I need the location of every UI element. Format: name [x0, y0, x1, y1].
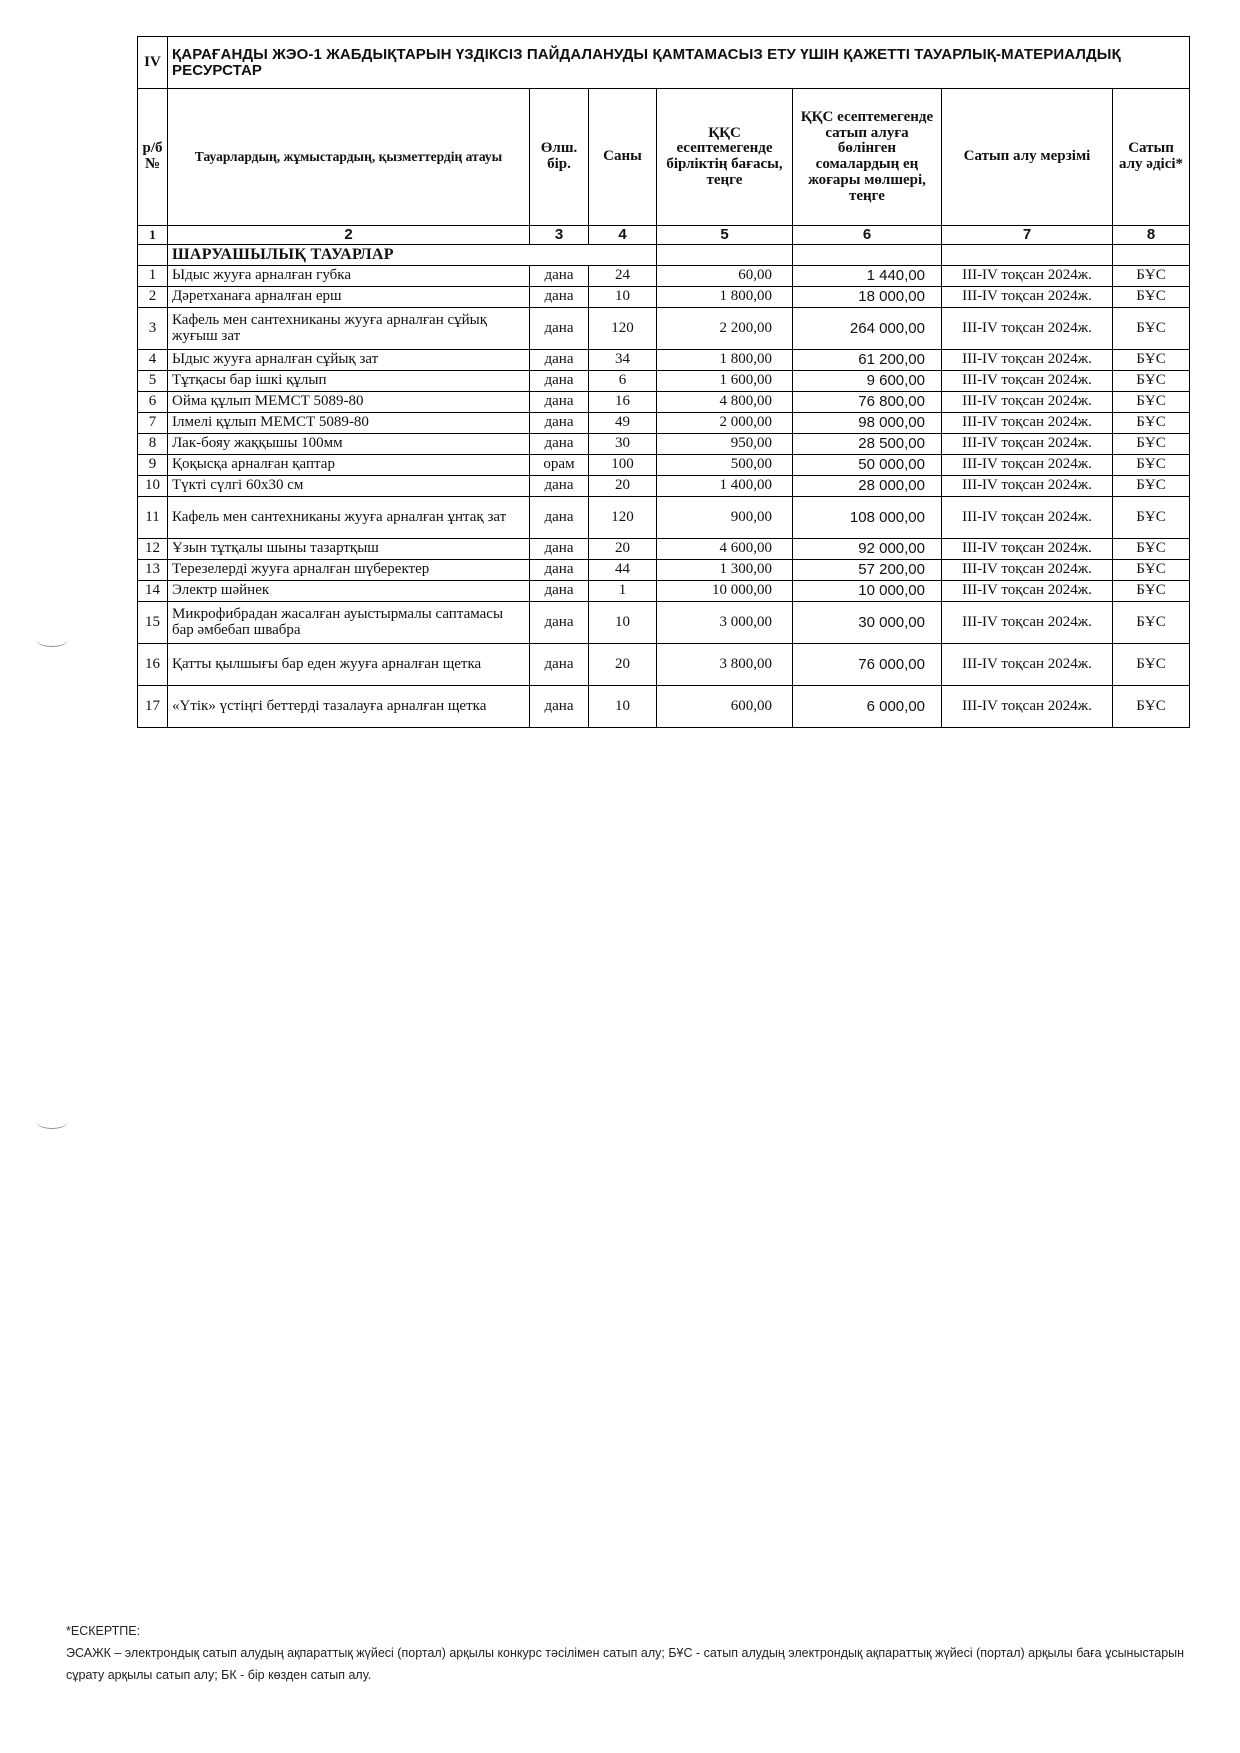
section-number: IV — [138, 37, 168, 89]
item-name: Терезелерді жууға арналған шүберектер — [168, 560, 530, 581]
unit-cell: дана — [530, 560, 589, 581]
column-number: 4 — [589, 226, 657, 245]
row-number: 9 — [138, 455, 168, 476]
procurement-period-cell: III-IV тоқсан 2024ж. — [942, 350, 1113, 371]
unit-cell: дана — [530, 434, 589, 455]
table-row — [138, 434, 1190, 455]
row-number: 16 — [138, 644, 168, 686]
row-number: 12 — [138, 539, 168, 560]
unit-price-cell: 600,00 — [657, 686, 793, 728]
item-name: Микрофибрадан жасалған ауыстырмалы саптамасы бар әмбебап швабра — [168, 602, 530, 644]
unit-cell: дана — [530, 686, 589, 728]
total-amount-cell: 57 200,00 — [793, 560, 942, 581]
table-row — [138, 581, 1190, 602]
procurement-period-cell: III-IV тоқсан 2024ж. — [942, 392, 1113, 413]
unit-price-cell: 1 800,00 — [657, 350, 793, 371]
row-number: 7 — [138, 413, 168, 434]
row-number: 17 — [138, 686, 168, 728]
procurement-table — [137, 36, 1190, 728]
group-empty-cell — [657, 245, 793, 266]
total-amount-cell: 61 200,00 — [793, 350, 942, 371]
procurement-period-cell: III-IV тоқсан 2024ж. — [942, 602, 1113, 644]
unit-cell: дана — [530, 308, 589, 350]
procurement-period-cell: III-IV тоқсан 2024ж. — [942, 371, 1113, 392]
table-row — [138, 497, 1190, 539]
procurement-period-cell: III-IV тоқсан 2024ж. — [942, 497, 1113, 539]
quantity-cell: 10 — [589, 686, 657, 728]
item-name: Тұтқасы бар ішкі құлып — [168, 371, 530, 392]
unit-price-cell: 4 600,00 — [657, 539, 793, 560]
table-row — [138, 476, 1190, 497]
column-number: 3 — [530, 226, 589, 245]
column-header-row — [138, 89, 1190, 226]
total-amount-cell: 28 500,00 — [793, 434, 942, 455]
procurement-period-cell: III-IV тоқсан 2024ж. — [942, 686, 1113, 728]
unit-price-cell: 60,00 — [657, 266, 793, 287]
item-name: Кафель мен сантехниканы жууға арналған ұнтақ зат — [168, 497, 530, 539]
total-amount-cell: 98 000,00 — [793, 413, 942, 434]
quantity-cell: 10 — [589, 602, 657, 644]
column-number: 2 — [168, 226, 530, 245]
row-number: 3 — [138, 308, 168, 350]
footnote — [66, 1620, 1206, 1686]
unit-price-cell: 3 800,00 — [657, 644, 793, 686]
total-amount-cell: 50 000,00 — [793, 455, 942, 476]
procurement-method-cell: БҰС — [1113, 602, 1190, 644]
table-row — [138, 350, 1190, 371]
quantity-cell: 120 — [589, 308, 657, 350]
item-name: Дәретханаға арналған ерш — [168, 287, 530, 308]
procurement-method-cell: БҰС — [1113, 560, 1190, 581]
column-number: 7 — [942, 226, 1113, 245]
procurement-method-cell: БҰС — [1113, 497, 1190, 539]
table-row — [138, 644, 1190, 686]
quantity-cell: 30 — [589, 434, 657, 455]
section-title: ҚАРАҒАНДЫ ЖЭО-1 ЖАБДЫҚТАРЫН ҮЗДІКСІЗ ПАЙДАЛАНУДЫ ҚАМТАМАСЫЗ ЕТУ ҮШІН ҚАЖЕТТІ ТАУАРЛЫҚ-МАТЕРИАЛДЫҚ РЕСУРСТАР — [168, 37, 1190, 89]
procurement-method-cell: БҰС — [1113, 371, 1190, 392]
column-number: 5 — [657, 226, 793, 245]
procurement-method-cell: БҰС — [1113, 644, 1190, 686]
unit-cell: дана — [530, 413, 589, 434]
unit-cell: дана — [530, 371, 589, 392]
table-row — [138, 602, 1190, 644]
table-row — [138, 413, 1190, 434]
group-title: ШАРУАШЫЛЫҚ ТАУАРЛАР — [168, 245, 657, 266]
column-number-row — [138, 226, 1190, 245]
scan-mark — [36, 632, 68, 647]
unit-price-cell: 4 800,00 — [657, 392, 793, 413]
row-number: 5 — [138, 371, 168, 392]
footnote-heading: *ЕСКЕРТПЕ: — [66, 1624, 141, 1638]
procurement-method-cell: БҰС — [1113, 266, 1190, 287]
procurement-method-cell: БҰС — [1113, 686, 1190, 728]
quantity-cell: 6 — [589, 371, 657, 392]
header-price: ҚҚС есептемегенде бірліктің бағасы, теңге — [657, 89, 793, 226]
table-row — [138, 686, 1190, 728]
total-amount-cell: 76 000,00 — [793, 644, 942, 686]
procurement-method-cell: БҰС — [1113, 434, 1190, 455]
total-amount-cell: 18 000,00 — [793, 287, 942, 308]
column-number: 8 — [1113, 226, 1190, 245]
item-name: Лак-бояу жаққышы 100мм — [168, 434, 530, 455]
unit-cell: дана — [530, 581, 589, 602]
unit-price-cell: 1 300,00 — [657, 560, 793, 581]
table-row — [138, 560, 1190, 581]
quantity-cell: 16 — [589, 392, 657, 413]
procurement-period-cell: III-IV тоқсан 2024ж. — [942, 476, 1113, 497]
unit-price-cell: 1 800,00 — [657, 287, 793, 308]
section-header-row — [138, 37, 1190, 89]
row-number: 13 — [138, 560, 168, 581]
total-amount-cell: 264 000,00 — [793, 308, 942, 350]
header-qty: Саны — [589, 89, 657, 226]
procurement-period-cell: III-IV тоқсан 2024ж. — [942, 308, 1113, 350]
unit-price-cell: 950,00 — [657, 434, 793, 455]
table-row — [138, 308, 1190, 350]
total-amount-cell: 76 800,00 — [793, 392, 942, 413]
total-amount-cell: 1 440,00 — [793, 266, 942, 287]
quantity-cell: 49 — [589, 413, 657, 434]
item-name: Электр шәйнек — [168, 581, 530, 602]
unit-cell: дана — [530, 497, 589, 539]
unit-price-cell: 10 000,00 — [657, 581, 793, 602]
item-name: «Үтік» үстіңгі беттерді тазалауға арналған щетка — [168, 686, 530, 728]
unit-cell: дана — [530, 287, 589, 308]
row-number: 2 — [138, 287, 168, 308]
procurement-method-cell: БҰС — [1113, 350, 1190, 371]
procurement-method-cell: БҰС — [1113, 476, 1190, 497]
item-name: Түкті сүлгі 60х30 см — [168, 476, 530, 497]
quantity-cell: 20 — [589, 644, 657, 686]
procurement-method-cell: БҰС — [1113, 413, 1190, 434]
item-name: Ыдыс жууға арналған губка — [168, 266, 530, 287]
group-empty-cell — [138, 245, 168, 266]
scan-mark — [36, 1114, 68, 1129]
unit-cell: дана — [530, 644, 589, 686]
row-number: 8 — [138, 434, 168, 455]
unit-cell: дана — [530, 476, 589, 497]
unit-price-cell: 1 600,00 — [657, 371, 793, 392]
quantity-cell: 44 — [589, 560, 657, 581]
quantity-cell: 20 — [589, 476, 657, 497]
procurement-period-cell: III-IV тоқсан 2024ж. — [942, 581, 1113, 602]
row-number: 1 — [138, 266, 168, 287]
quantity-cell: 10 — [589, 287, 657, 308]
procurement-period-cell: III-IV тоқсан 2024ж. — [942, 266, 1113, 287]
unit-price-cell: 1 400,00 — [657, 476, 793, 497]
procurement-period-cell: III-IV тоқсан 2024ж. — [942, 287, 1113, 308]
table-row — [138, 266, 1190, 287]
group-empty-cell — [1113, 245, 1190, 266]
procurement-method-cell: БҰС — [1113, 539, 1190, 560]
unit-cell: дана — [530, 539, 589, 560]
unit-price-cell: 2 200,00 — [657, 308, 793, 350]
item-name: Қоқысқа арналған қаптар — [168, 455, 530, 476]
row-number: 4 — [138, 350, 168, 371]
unit-cell: дана — [530, 350, 589, 371]
header-total: ҚҚС есептемегенде сатып алуға бөлінген сомалардың ең жоғары мөлшері, теңге — [793, 89, 942, 226]
item-name: Кафель мен сантехниканы жууға арналған сұйық жуғыш зат — [168, 308, 530, 350]
procurement-method-cell: БҰС — [1113, 392, 1190, 413]
procurement-period-cell: III-IV тоқсан 2024ж. — [942, 560, 1113, 581]
group-row — [138, 245, 1190, 266]
footnote-text: ЭСАЖК – электрондық сатып алудың ақпараттық жүйесі (портал) арқылы конкурс тәсілімен сатып алу; БҰС - сатып алудың электрондық ақпараттық жүйесі (портал) арқылы баға ұсыныстарын сұрату арқылы сатып алу; БК - бір көзден сатып алу. — [66, 1646, 1185, 1682]
quantity-cell: 100 — [589, 455, 657, 476]
item-name: Ыдыс жууға арналған сұйық зат — [168, 350, 530, 371]
table-row — [138, 392, 1190, 413]
procurement-method-cell: БҰС — [1113, 287, 1190, 308]
total-amount-cell: 10 000,00 — [793, 581, 942, 602]
procurement-period-cell: III-IV тоқсан 2024ж. — [942, 455, 1113, 476]
group-empty-cell — [793, 245, 942, 266]
unit-cell: орам — [530, 455, 589, 476]
row-number: 6 — [138, 392, 168, 413]
unit-price-cell: 3 000,00 — [657, 602, 793, 644]
unit-cell: дана — [530, 266, 589, 287]
total-amount-cell: 28 000,00 — [793, 476, 942, 497]
procurement-period-cell: III-IV тоқсан 2024ж. — [942, 413, 1113, 434]
row-number: 11 — [138, 497, 168, 539]
table-row — [138, 455, 1190, 476]
item-name: Ілмелі құлып МЕМСТ 5089-80 — [168, 413, 530, 434]
table-row — [138, 539, 1190, 560]
item-name: Ұзын тұтқалы шыны тазартқыш — [168, 539, 530, 560]
procurement-period-cell: III-IV тоқсан 2024ж. — [942, 434, 1113, 455]
quantity-cell: 34 — [589, 350, 657, 371]
unit-price-cell: 2 000,00 — [657, 413, 793, 434]
total-amount-cell: 6 000,00 — [793, 686, 942, 728]
row-number: 15 — [138, 602, 168, 644]
header-no: р/б № — [138, 89, 168, 226]
procurement-method-cell: БҰС — [1113, 581, 1190, 602]
column-number: 1 — [138, 226, 168, 245]
item-name: Қатты қылшығы бар еден жууға арналған щетка — [168, 644, 530, 686]
quantity-cell: 24 — [589, 266, 657, 287]
row-number: 14 — [138, 581, 168, 602]
quantity-cell: 120 — [589, 497, 657, 539]
quantity-cell: 1 — [589, 581, 657, 602]
unit-price-cell: 900,00 — [657, 497, 793, 539]
item-name: Ойма құлып МЕМСТ 5089-80 — [168, 392, 530, 413]
procurement-period-cell: III-IV тоқсан 2024ж. — [942, 539, 1113, 560]
group-empty-cell — [942, 245, 1113, 266]
procurement-method-cell: БҰС — [1113, 308, 1190, 350]
unit-cell: дана — [530, 602, 589, 644]
total-amount-cell: 9 600,00 — [793, 371, 942, 392]
header-unit: Өлш. бір. — [530, 89, 589, 226]
unit-cell: дана — [530, 392, 589, 413]
header-period: Сатып алу мерзімі — [942, 89, 1113, 226]
unit-price-cell: 500,00 — [657, 455, 793, 476]
procurement-method-cell: БҰС — [1113, 455, 1190, 476]
total-amount-cell: 92 000,00 — [793, 539, 942, 560]
quantity-cell: 20 — [589, 539, 657, 560]
total-amount-cell: 108 000,00 — [793, 497, 942, 539]
total-amount-cell: 30 000,00 — [793, 602, 942, 644]
procurement-period-cell: III-IV тоқсан 2024ж. — [942, 644, 1113, 686]
header-method: Сатып алу әдісі* — [1113, 89, 1190, 226]
header-name: Тауарлардың, жұмыстардың, қызметтердің атауы — [168, 89, 530, 226]
row-number: 10 — [138, 476, 168, 497]
column-number: 6 — [793, 226, 942, 245]
table-row — [138, 371, 1190, 392]
table-row — [138, 287, 1190, 308]
